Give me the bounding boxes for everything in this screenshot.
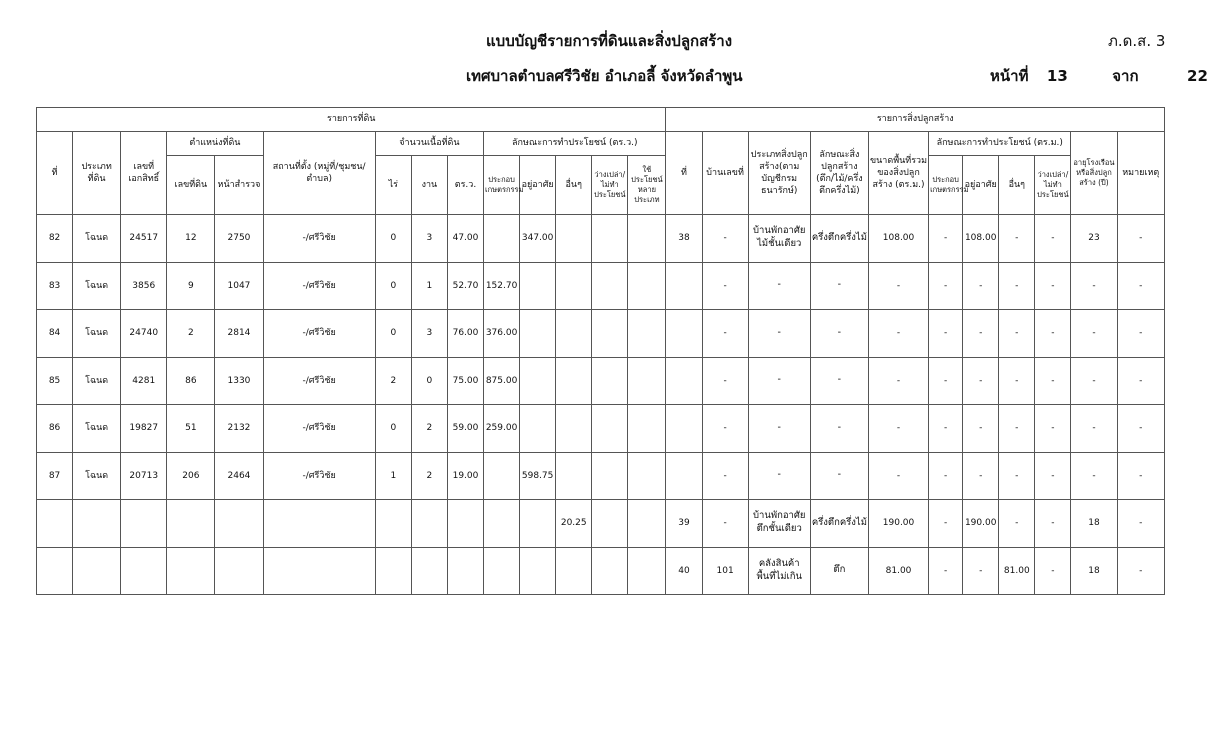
- table-cell: 1: [375, 452, 411, 500]
- table-cell: -: [963, 357, 999, 405]
- table-cell: [121, 500, 167, 548]
- table-cell: -: [929, 357, 963, 405]
- col-remark: หมายเหตุ: [1117, 132, 1164, 215]
- table-cell: 83: [37, 262, 73, 310]
- table-cell: -: [702, 215, 748, 263]
- table-cell: [592, 357, 628, 405]
- table-cell: บ้านพักอาศัยตึกชั้นเดียว: [748, 500, 810, 548]
- table-cell: 75.00: [447, 357, 483, 405]
- table-cell: [73, 547, 121, 595]
- table-cell: -: [929, 452, 963, 500]
- table-cell: -: [999, 310, 1035, 358]
- table-cell: [592, 215, 628, 263]
- table-cell: [628, 215, 666, 263]
- table-cell: 40: [666, 547, 702, 595]
- table-cell: [556, 310, 592, 358]
- table-cell: 59.00: [447, 405, 483, 453]
- table-cell: -: [1071, 262, 1117, 310]
- table-cell: -: [702, 500, 748, 548]
- table-cell: [263, 500, 375, 548]
- table-cell: -: [868, 310, 928, 358]
- table-cell: -: [810, 357, 868, 405]
- table-cell: [666, 357, 702, 405]
- col-no: ที่: [37, 132, 73, 215]
- table-cell: [628, 262, 666, 310]
- table-cell: ครึ่งตึกครึ่งไม้: [810, 215, 868, 263]
- table-cell: -: [1071, 405, 1117, 453]
- table-cell: -: [1117, 500, 1164, 548]
- table-cell: 3: [411, 215, 447, 263]
- table-cell: -: [702, 310, 748, 358]
- table-cell: -: [929, 547, 963, 595]
- table-cell: [411, 500, 447, 548]
- col-residential: อยู่อาศัย: [520, 156, 556, 215]
- table-cell: 0: [375, 405, 411, 453]
- form-code: ภ.ด.ส. 3: [1108, 32, 1166, 50]
- table-cell: 19827: [121, 405, 167, 453]
- table-row: [37, 262, 1165, 310]
- land-section-header: รายการที่ดิน: [37, 108, 666, 132]
- table-cell: 0: [375, 262, 411, 310]
- table-cell: -: [999, 357, 1035, 405]
- table-cell: 23: [1071, 215, 1117, 263]
- table-cell: โฉนด: [73, 405, 121, 453]
- table-cell: [215, 500, 263, 548]
- table-cell: บ้านพักอาศัยไม้ชั้นเดียว: [748, 215, 810, 263]
- table-cell: -: [868, 357, 928, 405]
- table-cell: -: [702, 357, 748, 405]
- table-cell: -: [929, 262, 963, 310]
- col-parcel-no: เลขที่ดิน: [167, 156, 215, 215]
- table-cell: -: [1071, 310, 1117, 358]
- table-cell: [592, 452, 628, 500]
- table-cell: -: [1117, 310, 1164, 358]
- table-cell: -: [999, 452, 1035, 500]
- table-cell: 81.00: [868, 547, 928, 595]
- table-cell: [628, 452, 666, 500]
- table-cell: 20.25: [556, 500, 592, 548]
- col-b-no: ที่: [666, 132, 702, 215]
- table-cell: 2: [411, 405, 447, 453]
- table-cell: -: [1071, 357, 1117, 405]
- table-cell: -: [1035, 262, 1071, 310]
- table-cell: 2814: [215, 310, 263, 358]
- col-area: จำนวนเนื้อที่ดิน: [375, 132, 483, 156]
- table-cell: 376.00: [484, 310, 520, 358]
- col-other: อื่นๆ: [556, 156, 592, 215]
- table-cell: 1047: [215, 262, 263, 310]
- col-vacant: ว่างเปล่า/ไม่ทำประโยชน์: [592, 156, 628, 215]
- table-cell: 18: [1071, 547, 1117, 595]
- table-cell: โฉนด: [73, 262, 121, 310]
- table-cell: [520, 262, 556, 310]
- table-cell: โฉนด: [73, 357, 121, 405]
- col-house-no: บ้านเลขที่: [702, 132, 748, 215]
- table-cell: -: [1035, 547, 1071, 595]
- table-cell: 24517: [121, 215, 167, 263]
- table-cell: [666, 405, 702, 453]
- table-cell: [556, 262, 592, 310]
- table-cell: -/ศรีวิชัย: [263, 405, 375, 453]
- table-cell: 2: [411, 452, 447, 500]
- table-cell: [520, 547, 556, 595]
- table-cell: 38: [666, 215, 702, 263]
- table-cell: -: [748, 310, 810, 358]
- table-cell: 86: [37, 405, 73, 453]
- table-cell: -: [810, 262, 868, 310]
- table-cell: 18: [1071, 500, 1117, 548]
- table-cell: 0: [375, 310, 411, 358]
- table-cell: [520, 500, 556, 548]
- table-cell: -: [810, 405, 868, 453]
- table-cell: -: [999, 405, 1035, 453]
- col-multi: ใช้ประโยชน์หลายประเภท: [628, 156, 666, 215]
- col-b-use: ลักษณะการทำประโยชน์ (ตร.ม.): [929, 132, 1071, 156]
- table-cell: โฉนด: [73, 215, 121, 263]
- table-cell: 0: [375, 215, 411, 263]
- table-row: [37, 547, 1165, 595]
- col-age: อายุโรงเรือนหรือสิ่งปลูกสร้าง (ปี): [1071, 132, 1117, 215]
- table-cell: -/ศรีวิชัย: [263, 215, 375, 263]
- table-cell: -: [1117, 405, 1164, 453]
- col-b-vacant: ว่างเปล่า/ไม่ทำประโยชน์: [1035, 156, 1071, 215]
- table-cell: คลังสินค้าพื้นที่ไม่เกิน: [748, 547, 810, 595]
- page-label: หน้าที่: [990, 67, 1029, 85]
- table-cell: [666, 262, 702, 310]
- table-cell: 1: [411, 262, 447, 310]
- table-cell: [592, 500, 628, 548]
- table-cell: -: [999, 215, 1035, 263]
- col-position: ตำแหน่งที่ดิน: [167, 132, 263, 156]
- table-cell: -: [1117, 357, 1164, 405]
- table-row: [37, 452, 1165, 500]
- table-cell: 2: [167, 310, 215, 358]
- table-cell: [520, 357, 556, 405]
- table-cell: [375, 500, 411, 548]
- table-cell: -/ศรีวิชัย: [263, 452, 375, 500]
- table-cell: [263, 547, 375, 595]
- table-cell: -: [929, 215, 963, 263]
- table-cell: [447, 547, 483, 595]
- table-cell: [37, 500, 73, 548]
- table-cell: [484, 452, 520, 500]
- table-cell: 108.00: [868, 215, 928, 263]
- table-cell: [628, 357, 666, 405]
- table-cell: -: [963, 452, 999, 500]
- table-cell: -: [1035, 452, 1071, 500]
- table-cell: 2750: [215, 215, 263, 263]
- col-b-area: ขนาดพื้นที่รวมของสิ่งปลูกสร้าง (ตร.ม.): [868, 132, 928, 215]
- table-cell: 259.00: [484, 405, 520, 453]
- table-cell: -: [963, 310, 999, 358]
- col-agri: ประกอบเกษตรกรรม: [484, 156, 520, 215]
- col-deed-no: เลขที่เอกสิทธิ์: [121, 132, 167, 215]
- table-cell: [592, 547, 628, 595]
- table-cell: -: [748, 357, 810, 405]
- table-cell: -: [748, 262, 810, 310]
- table-cell: [375, 547, 411, 595]
- table-cell: 20713: [121, 452, 167, 500]
- table-cell: -: [929, 310, 963, 358]
- table-cell: -: [868, 405, 928, 453]
- table-cell: [592, 405, 628, 453]
- table-cell: -/ศรีวิชัย: [263, 310, 375, 358]
- table-cell: 3: [411, 310, 447, 358]
- table-cell: 598.75: [520, 452, 556, 500]
- table-cell: [73, 500, 121, 548]
- table-cell: [556, 547, 592, 595]
- table-cell: -: [748, 452, 810, 500]
- total-pages: 22: [1187, 67, 1208, 85]
- table-cell: [484, 547, 520, 595]
- col-b-type: ประเภทสิ่งปลูกสร้าง(ตามบัญชีกรมธนารักษ์): [748, 132, 810, 215]
- document-subtitle: เทศบาลตำบลศรีวิชัย อำเภอลี้ จังหวัดลำพูน: [466, 67, 743, 85]
- table-cell: -: [702, 405, 748, 453]
- table-cell: โฉนด: [73, 452, 121, 500]
- table-cell: -: [1071, 452, 1117, 500]
- table-cell: [592, 262, 628, 310]
- table-cell: [411, 547, 447, 595]
- table-cell: [666, 310, 702, 358]
- page-number: 13: [1046, 67, 1068, 85]
- page-indicator: [990, 64, 1208, 88]
- table-cell: [628, 547, 666, 595]
- col-ngan: งาน: [411, 156, 447, 215]
- table-cell: [520, 405, 556, 453]
- table-cell: 82: [37, 215, 73, 263]
- table-cell: 108.00: [963, 215, 999, 263]
- table-cell: ตึก: [810, 547, 868, 595]
- table-cell: 206: [167, 452, 215, 500]
- table-cell: [484, 215, 520, 263]
- table-cell: 12: [167, 215, 215, 263]
- table-cell: [556, 405, 592, 453]
- table-cell: -: [1117, 547, 1164, 595]
- table-cell: 101: [702, 547, 748, 595]
- table-cell: 152.70: [484, 262, 520, 310]
- table-cell: 87: [37, 452, 73, 500]
- table-cell: -: [810, 452, 868, 500]
- table-cell: [556, 215, 592, 263]
- col-rai: ไร่: [375, 156, 411, 215]
- table-cell: -: [1117, 452, 1164, 500]
- land-building-table: [36, 107, 1165, 595]
- table-cell: 39: [666, 500, 702, 548]
- table-cell: -: [702, 452, 748, 500]
- table-cell: -: [1035, 215, 1071, 263]
- table-row: [37, 310, 1165, 358]
- table-cell: -: [963, 547, 999, 595]
- col-location: สถานที่ตั้ง (หมู่ที่/ชุมชน/ตำบล): [263, 132, 375, 215]
- table-cell: 2: [375, 357, 411, 405]
- table-cell: [447, 500, 483, 548]
- col-wa: ตร.ว.: [447, 156, 483, 215]
- table-cell: [592, 310, 628, 358]
- table-cell: 84: [37, 310, 73, 358]
- table-cell: 875.00: [484, 357, 520, 405]
- table-cell: -: [868, 262, 928, 310]
- col-land-use: ลักษณะการทำประโยชน์ (ตร.ว.): [484, 132, 666, 156]
- table-cell: -/ศรีวิชัย: [263, 357, 375, 405]
- table-row: [37, 215, 1165, 263]
- table-row: [37, 357, 1165, 405]
- table-cell: [628, 310, 666, 358]
- document-title: แบบบัญชีรายการที่ดินและสิ่งปลูกสร้าง: [486, 32, 733, 50]
- table-cell: -: [1035, 357, 1071, 405]
- col-survey-page: หน้าสำรวจ: [215, 156, 263, 215]
- table-cell: โฉนด: [73, 310, 121, 358]
- table-cell: -: [1035, 500, 1071, 548]
- table-cell: -/ศรีวิชัย: [263, 262, 375, 310]
- table-cell: 19.00: [447, 452, 483, 500]
- table-cell: -: [810, 310, 868, 358]
- col-land-type: ประเภทที่ดิน: [73, 132, 121, 215]
- col-b-agri: ประกอบเกษตรกรรม: [929, 156, 963, 215]
- table-cell: 86: [167, 357, 215, 405]
- table-cell: 0: [411, 357, 447, 405]
- table-cell: 4281: [121, 357, 167, 405]
- table-cell: 3856: [121, 262, 167, 310]
- table-cell: [37, 547, 73, 595]
- table-cell: [121, 547, 167, 595]
- table-cell: 24740: [121, 310, 167, 358]
- table-cell: 81.00: [999, 547, 1035, 595]
- table-cell: [215, 547, 263, 595]
- table-cell: 1330: [215, 357, 263, 405]
- table-row: [37, 405, 1165, 453]
- table-cell: 85: [37, 357, 73, 405]
- col-b-nature: ลักษณะสิ่งปลูกสร้าง (ตึก/ไม้/ครึ่งตึกครึ่งไม้): [810, 132, 868, 215]
- table-cell: 2464: [215, 452, 263, 500]
- table-cell: 190.00: [868, 500, 928, 548]
- table-cell: 347.00: [520, 215, 556, 263]
- table-cell: [556, 452, 592, 500]
- table-cell: 47.00: [447, 215, 483, 263]
- table-cell: [628, 500, 666, 548]
- table-cell: -: [1117, 262, 1164, 310]
- table-cell: 9: [167, 262, 215, 310]
- table-cell: -: [963, 262, 999, 310]
- table-cell: -: [1035, 405, 1071, 453]
- table-cell: [556, 357, 592, 405]
- table-cell: [167, 547, 215, 595]
- table-cell: 51: [167, 405, 215, 453]
- table-cell: -: [999, 500, 1035, 548]
- table-cell: -: [963, 405, 999, 453]
- table-row: [37, 500, 1165, 548]
- table-body: [37, 215, 1165, 595]
- table-cell: [484, 500, 520, 548]
- table-cell: -: [1117, 215, 1164, 263]
- table-cell: [628, 405, 666, 453]
- table-cell: -: [999, 262, 1035, 310]
- table-cell: -: [748, 405, 810, 453]
- table-cell: -: [929, 500, 963, 548]
- table-cell: 76.00: [447, 310, 483, 358]
- table-cell: -: [929, 405, 963, 453]
- col-b-other: อื่นๆ: [999, 156, 1035, 215]
- table-cell: [520, 310, 556, 358]
- building-section-header: รายการสิ่งปลูกสร้าง: [666, 108, 1165, 132]
- of-label: จาก: [1112, 67, 1139, 85]
- table-cell: 52.70: [447, 262, 483, 310]
- table-cell: -: [868, 452, 928, 500]
- table-cell: [666, 452, 702, 500]
- table-cell: -: [702, 262, 748, 310]
- table-cell: ครึ่งตึกครึ่งไม้: [810, 500, 868, 548]
- table-cell: 2132: [215, 405, 263, 453]
- col-b-residential: อยู่อาศัย: [963, 156, 999, 215]
- table-cell: -: [1035, 310, 1071, 358]
- table-cell: [167, 500, 215, 548]
- table-cell: 190.00: [963, 500, 999, 548]
